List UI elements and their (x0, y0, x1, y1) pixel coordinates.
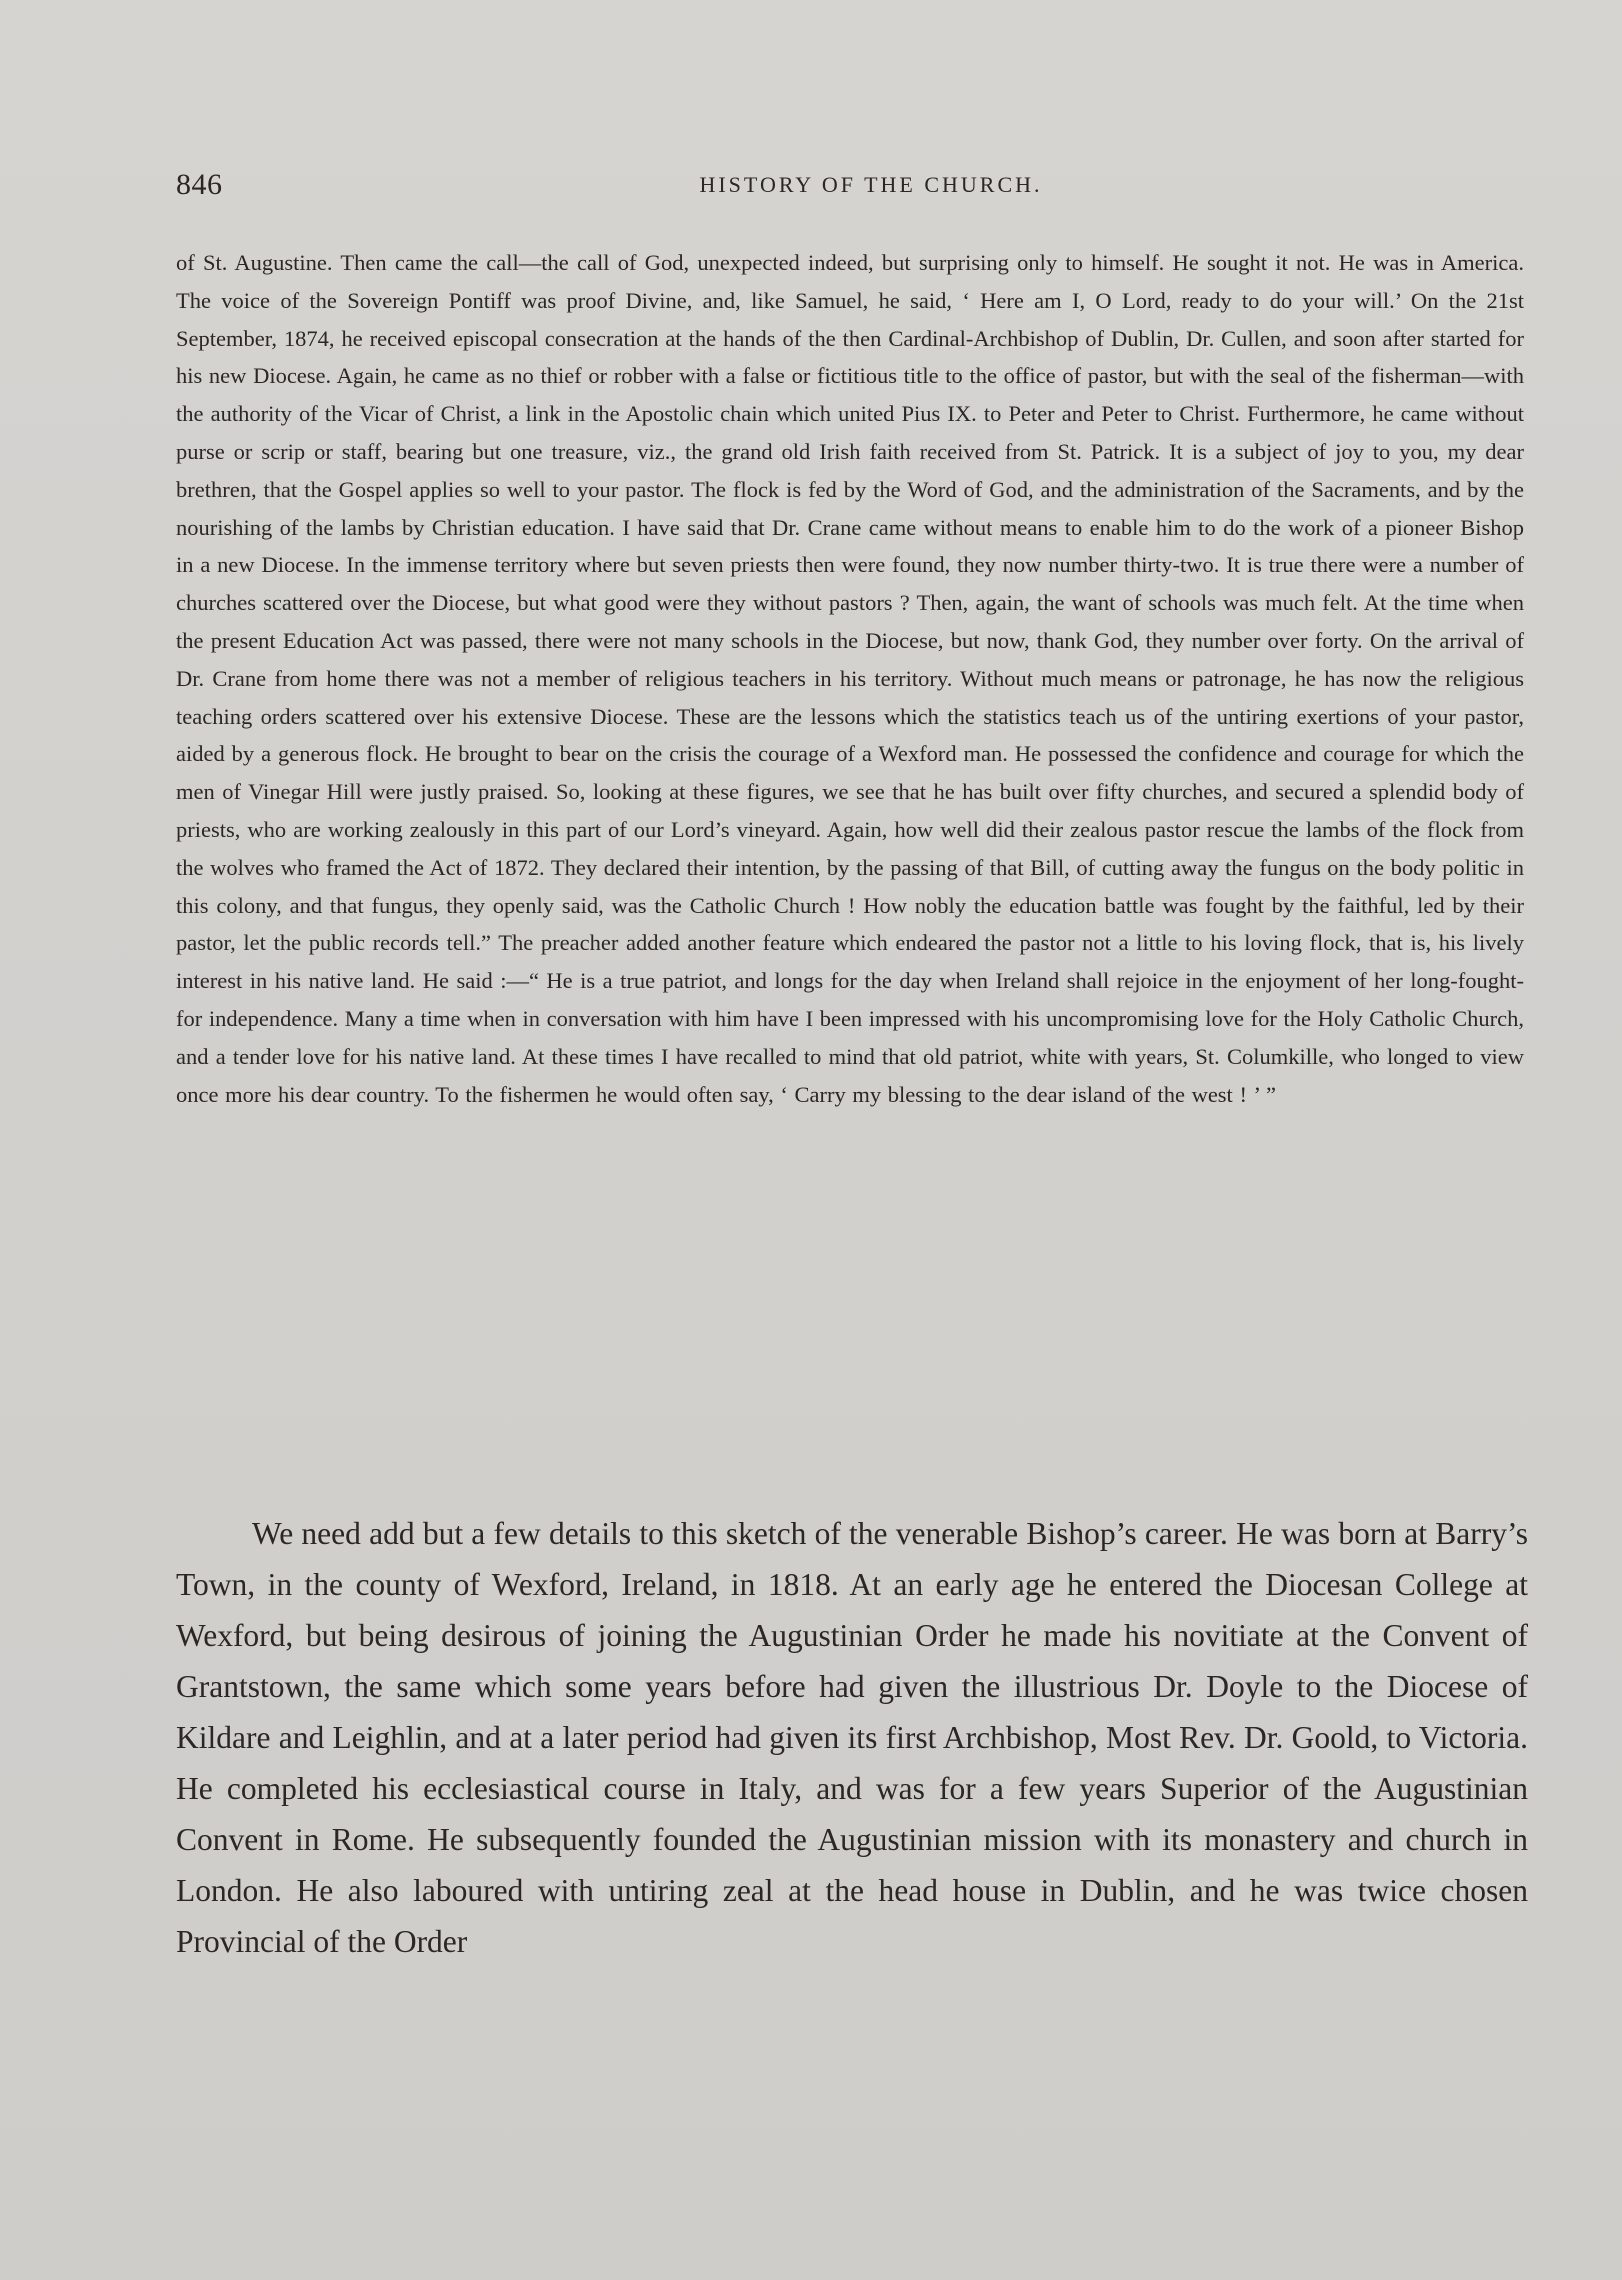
biography-paragraph: We need add but a few details to this sketch of the venerable Bishop’s career. He was born at Barry’s Town, in the county of Wexford, Ireland, in 1818. At an early age he entered the Diocesan College at Wexford, but being desirous of joining the Augustinian Order he made his novitiate at the Convent of Grantstown, the same which some years before had given the illustrious Dr. Doyle to the Diocese of Kildare and Leighlin, and at a later period had given its first Archbishop, Most Rev. Dr. Goold, to Victoria. He completed his ecclesiastical course in Italy, and was for a few years Superior of the Augustinian Convent in Rome. He subsequently founded the Augustinian mission with its monastery and church in London. He also laboured with untiring zeal at the head house in Dublin, and he was twice chosen Provincial of the Order (176, 1516, 1528, 1959)
page-number: 846 (176, 168, 223, 201)
main-text (176, 1508, 1528, 1967)
page-header (176, 168, 1526, 208)
running-title: HISTORY OF THE CHURCH. (699, 172, 1043, 197)
quoted-paragraph: of St. Augustine. Then came the call—the call of God, unexpected indeed, but surprising only to himself. He sought it not. He was in America. The voice of the Sovereign Pontiff was proof Divine, and, like Samuel, he said, ‘ Here am I, O Lord, ready to do your will.’ On the 21st September, 1874, he received episcopal consecration at the hands of the then Cardinal-Archbishop of Dublin, Dr. Cullen, and soon after started for his new Diocese. Again, he came as no thief or robber with a false or fictitious title to the office of pastor, but with the seal of the fisherman—with the authority of the Vicar of Christ, a link in the Apostolic chain which united Pius IX. to Peter and Peter to Christ. Furthermore, he came without purse or scrip or staff, bearing but one treasure, viz., the grand old Irish faith received from St. Patrick. It is a subject of joy to you, my dear brethren, that the Gospel applies so well to your pastor. The flock is fed by the Word of God, and the administration of the Sacraments, and by the nourishing of the lambs by Christian education. I have said that Dr. Crane came without means to enable him to do the work of a pioneer Bishop in a new Diocese. In the immense territory where but seven priests then were found, they now number thirty-two. It is true there were a number of churches scattered over the Diocese, but what good were they without pastors ? Then, again, the want of schools was much felt. At the time when the present Education Act was passed, there were not many schools in the Diocese, but now, thank God, they number over forty. On the arrival of Dr. Crane from home there was not a member of religious teachers in his territory. Without much means or patronage, he has now the religious teaching orders scattered over his extensive Diocese. These are the lessons which the statistics teach us of the untiring exertions of your pastor, aided by a generous flock. He brought to bear on the crisis the courage of a Wexford man. He possessed the confidence and courage for which the men of Vinegar Hill were justly praised. So, looking at these figures, we see that he has built over fifty churches, and secured a splendid body of priests, who are working zealously in this part of our Lord’s vineyard. Again, how well did their zealous pastor rescue the lambs of the flock from the wolves who framed the Act of 1872. They declared their intention, by the passing of that Bill, of cutting away the fungus on the body politic in this colony, and that fungus, they openly said, was the Catholic Church ! How nobly the education battle was fought by the faithful, led by their pastor, let the public records tell.” The preacher added another feature which endeared the pastor not a little to his loving flock, that is, his lively interest in his native land. He said :—“ He is a true patriot, and longs for the day when Ireland shall rejoice in the enjoyment of her long-fought-for independence. Many a time when in conversation with him have I been impressed with his uncompromising love for the Holy Catholic Church, and a tender love for his native land. At these times I have recalled to mind that old patriot, white with years, St. Columkille, who longed to view once more his dear country. To the fishermen he would often say, ‘ Carry my blessing to the dear island of the west ! ’ ” (176, 250, 1524, 1107)
quoted-sermon-passage (176, 244, 1524, 1113)
